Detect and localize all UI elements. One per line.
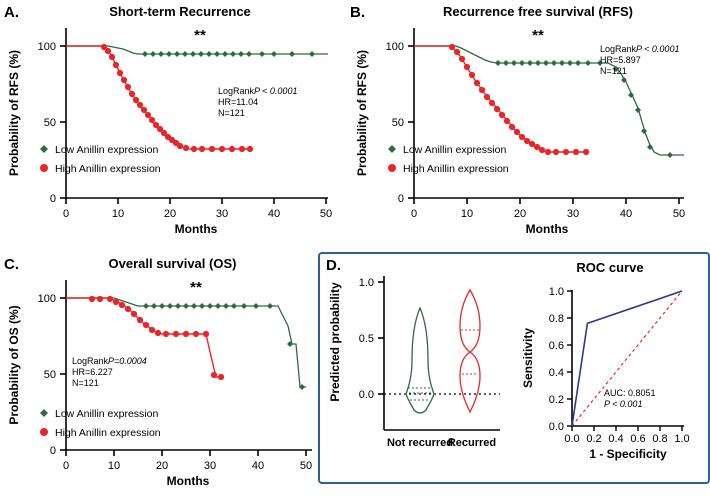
panel-c-logrank-p: P=0.0004 — [108, 356, 147, 366]
legend-marker-high-icon — [40, 164, 48, 172]
panel-c-n: N=121 — [72, 378, 99, 388]
svg-text:40: 40 — [251, 460, 265, 472]
panel-c-logrank-label: LogRank — [72, 356, 109, 366]
svg-text:0: 0 — [49, 193, 56, 205]
svg-text:100: 100 — [385, 41, 404, 53]
panel-b-title: Recurrence free survival (RFS) — [442, 4, 634, 19]
panel-c-ylabel: Probability of OS (%) — [7, 305, 21, 425]
panel-a-legend-low: Low Anillin expression — [55, 144, 159, 156]
svg-text:20: 20 — [513, 208, 527, 220]
svg-text:10: 10 — [111, 208, 125, 220]
svg-text:50: 50 — [319, 208, 333, 220]
panel-a-hr: HR=11.04 — [218, 97, 259, 107]
svg-text:50: 50 — [299, 460, 313, 472]
panel-c-title: Overall survival (OS) — [108, 256, 237, 271]
legend-marker-high-icon — [40, 428, 48, 436]
svg-text:10: 10 — [460, 208, 474, 220]
panel-d-auc: AUC: 0.8051 — [604, 388, 656, 398]
svg-text:0: 0 — [49, 445, 56, 457]
panel-b-chart — [348, 0, 710, 235]
svg-text:40: 40 — [267, 208, 281, 220]
panel-b-legend-high: High Anillin expression — [403, 163, 509, 175]
svg-text:1.0: 1.0 — [674, 433, 690, 445]
panel-a-letter: A. — [4, 4, 19, 21]
panel-c-hr: HR=6.227 — [72, 367, 113, 377]
svg-text:1.0: 1.0 — [358, 277, 374, 289]
svg-text:10: 10 — [107, 460, 121, 472]
panel-d — [318, 252, 710, 484]
panel-d-violin-cat-0: Not recurred — [386, 437, 454, 449]
svg-text:0.8: 0.8 — [652, 433, 668, 445]
svg-text:0: 0 — [397, 193, 404, 205]
panel-a-significance: ** — [194, 27, 206, 44]
svg-text:0.2: 0.2 — [548, 394, 564, 406]
panel-d-violin-ylabel: Predicted probability — [328, 282, 342, 402]
panel-b-ylabel: Probability of RFS (%) — [355, 50, 369, 176]
svg-text:0.2: 0.2 — [586, 433, 602, 445]
panel-b-hr: HR=5.897 — [600, 55, 641, 65]
panel-b-legend-low: Low Anillin expression — [403, 144, 507, 156]
panel-a-logrank-p: P < 0.0001 — [254, 86, 298, 96]
panel-a-ylabel: Probability of RFS (%) — [7, 50, 21, 176]
legend-marker-low-icon — [40, 145, 48, 153]
panel-d-violin-chart — [322, 260, 514, 478]
svg-text:0: 0 — [62, 460, 70, 472]
panel-b-xlabel: Months — [525, 222, 569, 235]
svg-text:40: 40 — [619, 208, 633, 220]
svg-text:50: 50 — [43, 369, 56, 381]
panel-a-chart — [0, 0, 350, 235]
panel-d-roc-ylabel: Sensitivity — [521, 327, 535, 389]
svg-text:0.5: 0.5 — [358, 333, 374, 345]
svg-text:0.4: 0.4 — [548, 367, 564, 379]
svg-text:0.0: 0.0 — [548, 421, 564, 433]
svg-text:50: 50 — [43, 117, 56, 129]
svg-text:0.0: 0.0 — [564, 433, 580, 445]
panel-c-legend-low: Low Anillin expression — [55, 408, 159, 420]
panel-b-significance: ** — [532, 27, 544, 44]
svg-text:1.0: 1.0 — [548, 286, 564, 298]
svg-text:20: 20 — [163, 208, 177, 220]
svg-text:30: 30 — [215, 208, 229, 220]
panel-b-logrank-label: LogRank — [600, 44, 637, 54]
panel-c-chart — [0, 252, 330, 492]
panel-d-roc-title: ROC curve — [576, 260, 644, 275]
panel-d-letter: D. — [326, 257, 341, 274]
svg-text:0.6: 0.6 — [548, 340, 564, 352]
svg-text:30: 30 — [566, 208, 580, 220]
legend-marker-low-icon — [388, 145, 396, 153]
svg-text:30: 30 — [203, 460, 217, 472]
svg-text:0: 0 — [410, 208, 418, 220]
svg-text:0: 0 — [62, 208, 70, 220]
panel-d-roc-xlabel: 1 - Specificity — [589, 447, 667, 461]
svg-text:0.6: 0.6 — [630, 433, 646, 445]
svg-text:0.8: 0.8 — [548, 313, 564, 325]
svg-text:100: 100 — [37, 41, 56, 53]
panel-b — [348, 0, 710, 240]
panel-c-letter: C. — [4, 256, 19, 273]
panel-b-n: N=121 — [600, 66, 627, 76]
panel-d-roc-p: P < 0.001 — [604, 399, 643, 409]
svg-text:100: 100 — [37, 293, 56, 305]
panel-a-n: N=121 — [218, 108, 245, 118]
svg-text:50: 50 — [672, 208, 686, 220]
panel-a-xlabel: Months — [174, 222, 218, 235]
panel-a-title: Short-term Recurrence — [109, 4, 251, 19]
panel-b-letter: B. — [350, 4, 365, 21]
panel-c-legend-high: High Anillin expression — [55, 427, 161, 439]
panel-d-violin-cat-1: Recurred — [447, 437, 497, 449]
panel-c-xlabel: Months — [166, 474, 210, 488]
svg-text:50: 50 — [391, 117, 404, 129]
panel-c — [0, 252, 330, 496]
panel-a — [0, 0, 350, 240]
panel-a-logrank-label: LogRank — [218, 86, 255, 96]
svg-text:20: 20 — [155, 460, 169, 472]
panel-a-legend-high: High Anillin expression — [55, 163, 161, 175]
legend-marker-high-icon — [388, 164, 396, 172]
panel-b-logrank-p: P < 0.0001 — [636, 44, 680, 54]
panel-c-significance: ** — [190, 279, 202, 296]
svg-text:0.4: 0.4 — [608, 433, 624, 445]
legend-marker-low-icon — [40, 409, 48, 417]
svg-text:0.0: 0.0 — [358, 389, 374, 401]
panel-d-roc-chart — [516, 278, 706, 478]
